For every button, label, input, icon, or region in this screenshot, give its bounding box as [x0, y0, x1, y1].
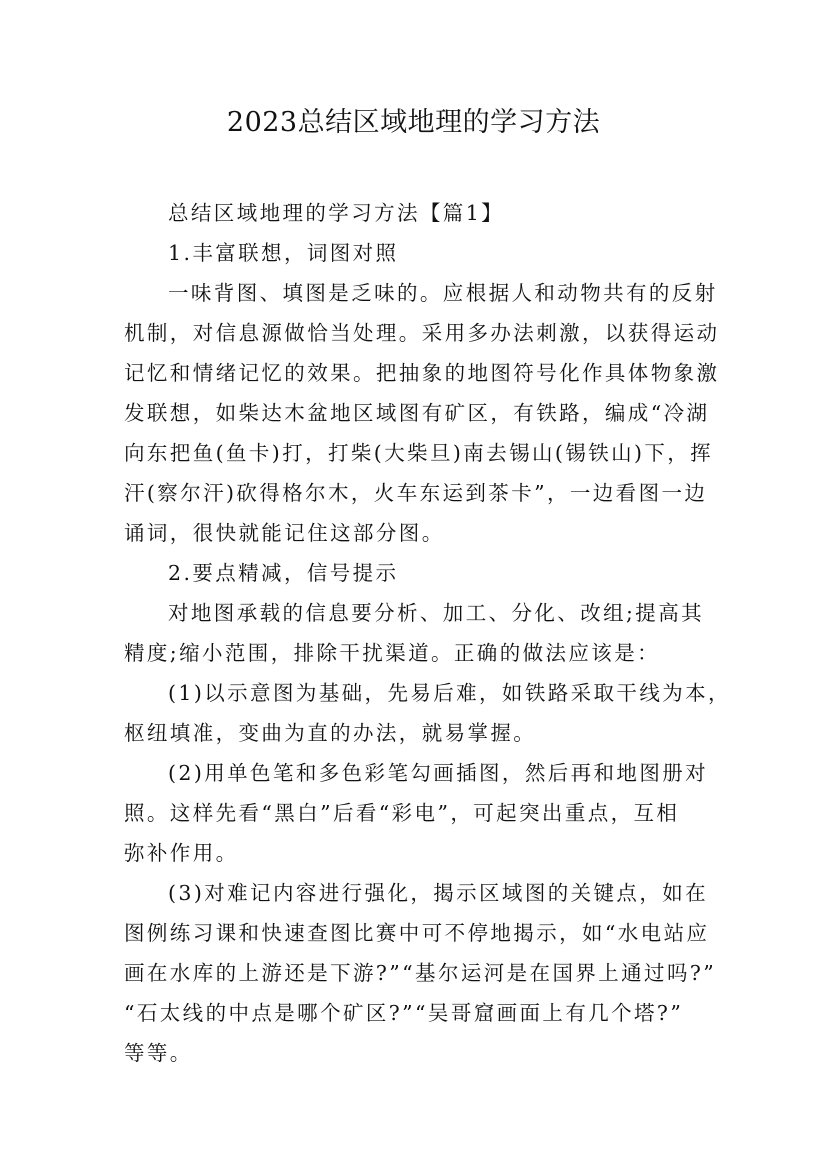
- list-item: [124, 673, 731, 753]
- text-line: “石太线的中点是哪个矿区?”“吴哥窟画面上有几个塔?”: [124, 1001, 684, 1025]
- text-line: (2)用单色笔和多色彩笔勾画插图，然后再和地图册对: [168, 761, 709, 785]
- text-line: 一味背图、填图是乏味的。应根据人和动物共有的反射: [168, 281, 718, 305]
- text-line: 总结区域地理的学习方法【篇1】: [168, 201, 505, 225]
- document-title: 2023总结区域地理的学习方法: [226, 107, 601, 138]
- text-line: 等等。: [124, 1041, 193, 1065]
- text-line: (3)对难记内容进行强化，揭示区域图的关键点，如在: [168, 881, 709, 905]
- subheading: [124, 233, 708, 273]
- text-line: 向东把鱼(鱼卡)打，打柴(大柴旦)南去锡山(锡铁山)下，挥: [124, 441, 714, 465]
- body-paragraph: [124, 593, 708, 673]
- text-line: 照。这样先看“黑白”后看“彩电”，可起突出重点，互相: [124, 801, 680, 825]
- text-line: 2.要点精减，信号提示: [168, 561, 399, 585]
- text-line: 汗(察尔汗)砍得格尔木，火车东运到茶卡”，一边看图一边: [124, 481, 708, 505]
- text-line: (1)以示意图为基础，先易后难，如铁路采取干线为本，: [168, 681, 731, 705]
- text-line: 枢纽填准，变曲为直的办法，就易掌握。: [124, 721, 537, 745]
- text-line: 弥补作用。: [124, 841, 239, 865]
- text-line: 诵词，很快就能记住这部分图。: [124, 521, 445, 545]
- text-line: 精度;缩小范围，排除干扰渠道。正确的做法应该是：: [124, 641, 661, 665]
- text-line: 机制，对信息源做恰当处理。采用多办法刺激，以获得运动: [124, 321, 720, 345]
- text-line: 对地图承载的信息要分析、加工、分化、改组;提高其: [168, 601, 705, 625]
- list-item: [124, 753, 708, 873]
- text-line: 1.丰富联想，词图对照: [168, 241, 399, 265]
- text-line: 记忆和情绪记忆的效果。把抽象的地图符号化作具体物象激: [124, 361, 720, 385]
- text-line: 发联想，如柴达木盆地区域图有矿区，有铁路，编成“冷湖: [124, 401, 710, 425]
- subheading: [124, 553, 708, 593]
- document-body: [124, 193, 731, 1073]
- text-line: 图例练习课和快速查图比赛中可不停地揭示，如“水电站应: [124, 921, 710, 945]
- text-line: 画在水库的上游还是下游?”“基尔运河是在国界上通过吗?”: [124, 961, 717, 985]
- body-paragraph: [124, 273, 720, 553]
- section-heading: [124, 193, 708, 233]
- list-item: [124, 873, 717, 1073]
